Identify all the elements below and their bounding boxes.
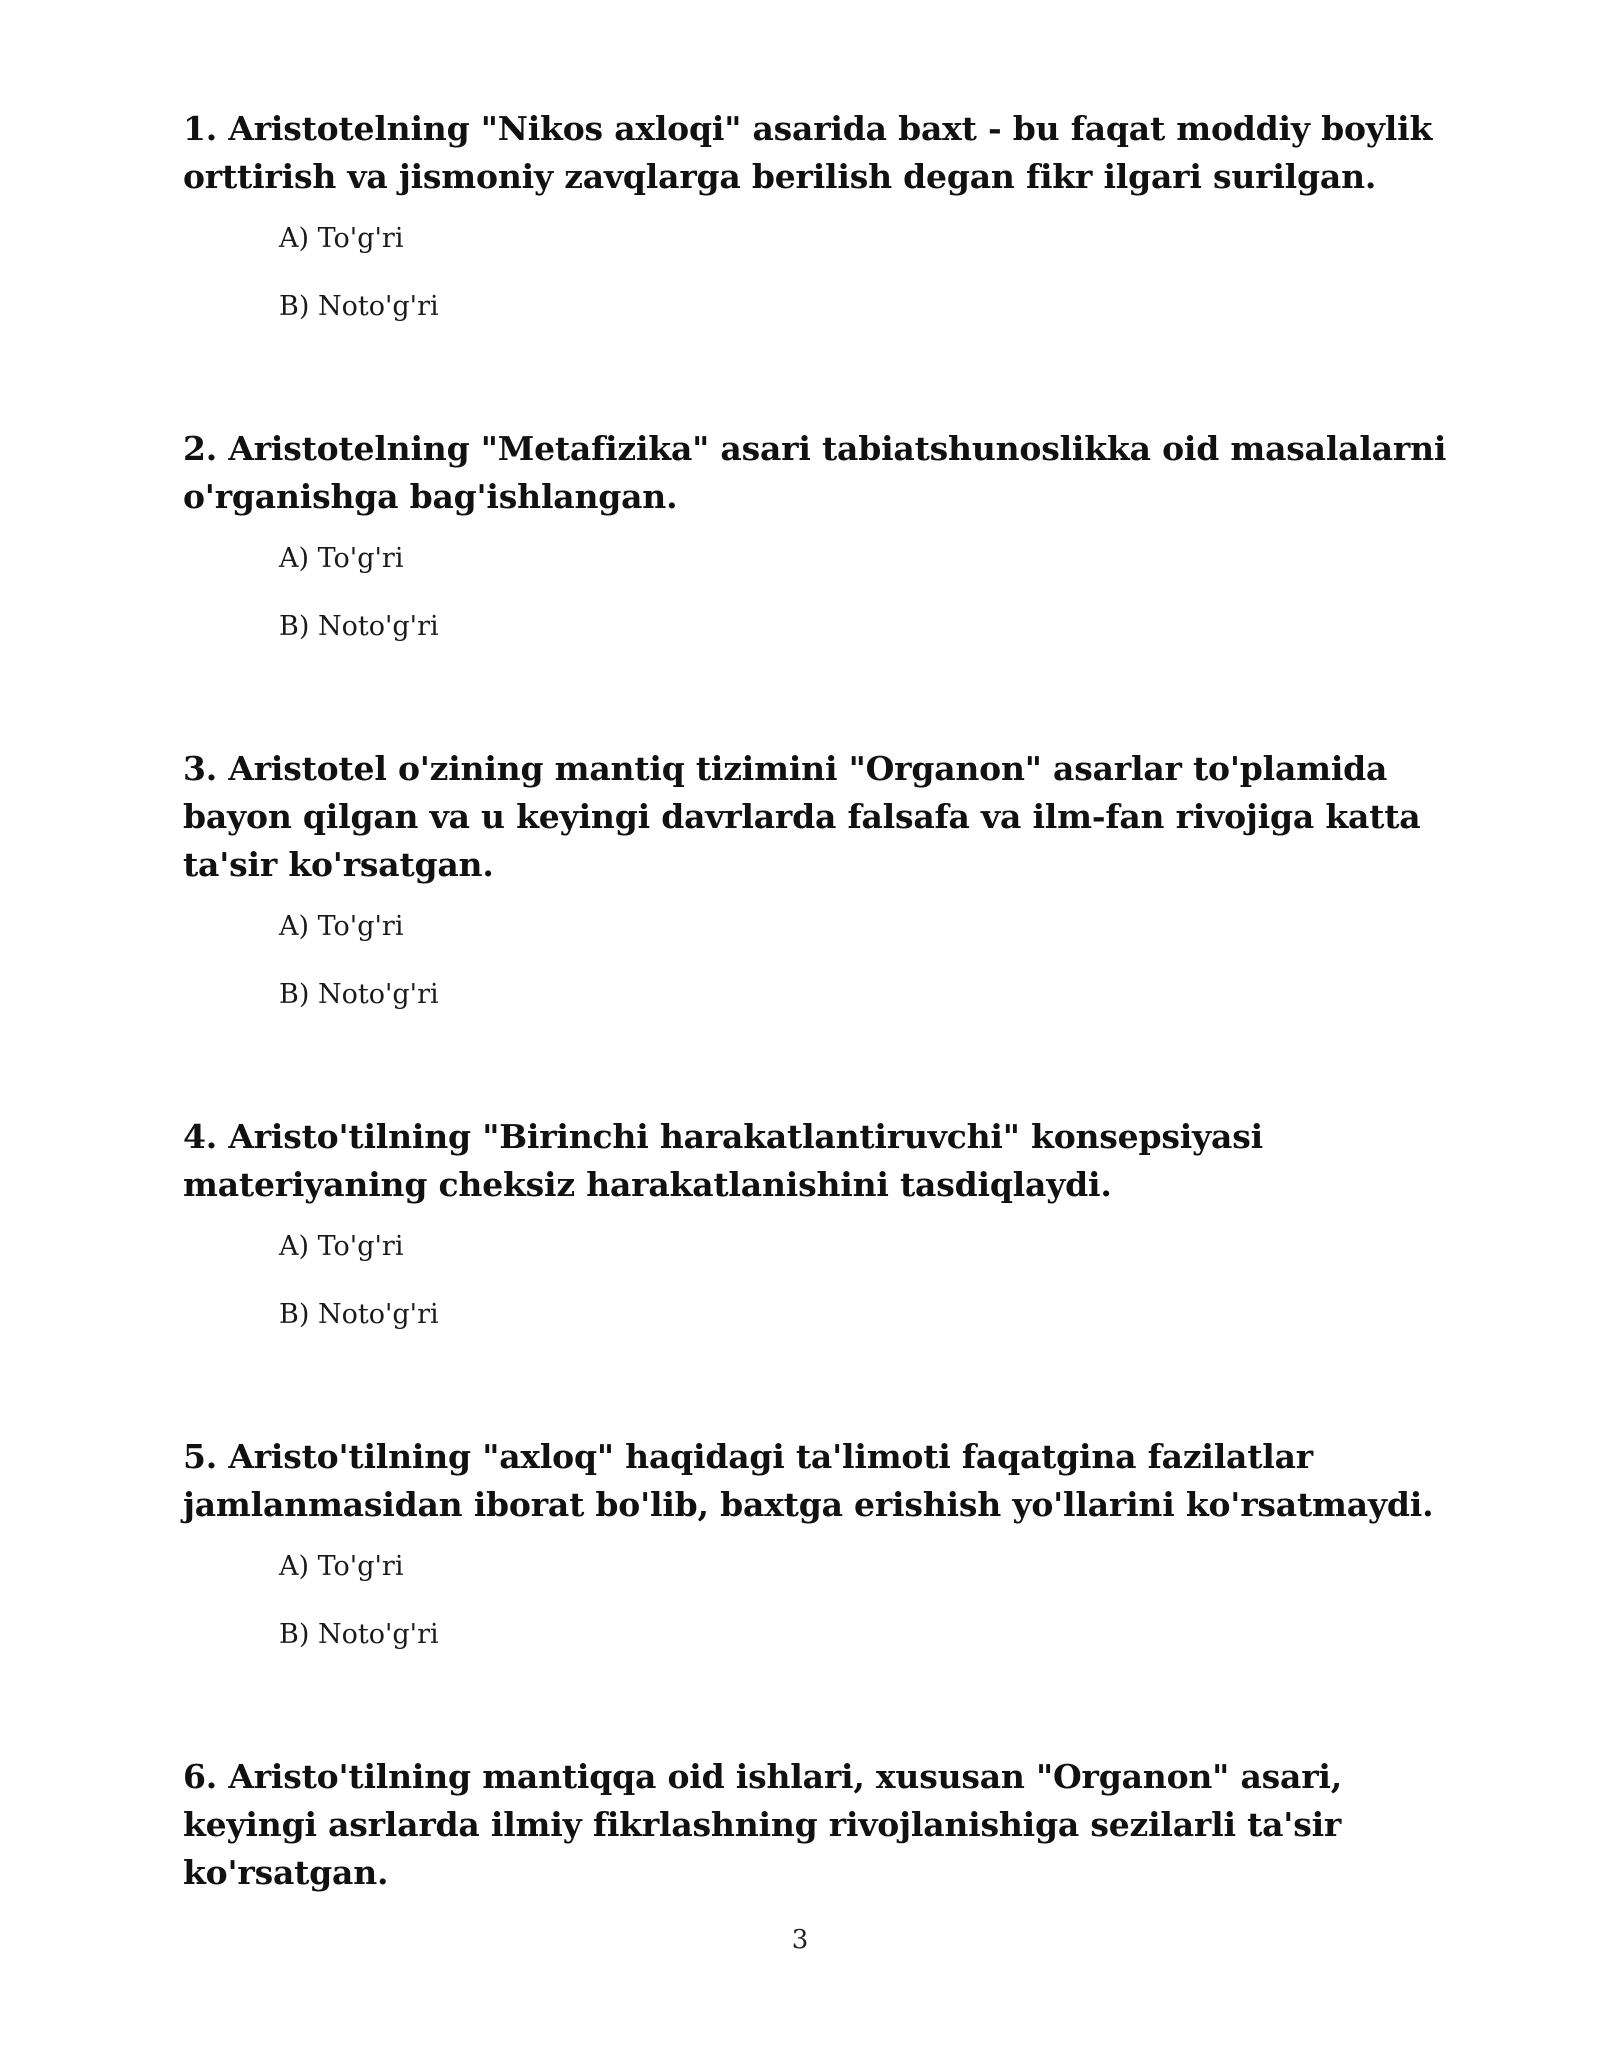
option-a: A) To'g'ri: [279, 223, 404, 254]
option-b: B) Noto'g'ri: [279, 291, 439, 322]
answer-options: [279, 539, 1473, 647]
question-list: [183, 105, 1473, 1892]
option-b: B) Noto'g'ri: [279, 1299, 439, 1330]
question-text: 5. Aristo'tilning "axloq" haqidagi ta'limoti faqatgina fazilatlar jamlanmasidan iborat bo'lib, baxtga erishish yo'llarini ko'rsatmaydi.: [183, 1437, 1434, 1524]
question-text: 4. Aristo'tilning "Birinchi harakatlantiruvchi" konsepsiyasi materiyaning cheksiz harakatlanishini tasdiqlaydi.: [183, 1117, 1263, 1204]
answer-options: [279, 1227, 1473, 1335]
question-5: [183, 1433, 1473, 1753]
question-2: [183, 425, 1473, 745]
answer-options: [279, 1547, 1473, 1655]
option-b: B) Noto'g'ri: [279, 1619, 439, 1650]
answer-options: [279, 219, 1473, 327]
question-text: 2. Aristotelning "Metafizika" asari tabiatshunoslikka oid masalalarni o'rganishga bag'ishlangan.: [183, 429, 1447, 516]
page-number: 3: [791, 1925, 809, 1955]
question-6: [183, 1753, 1473, 1892]
question-text: 1. Aristotelning "Nikos axloqi" asarida baxt - bu faqat moddiy boylik orttirish va jismoniy zavqlarga berilish degan fikr ilgari surilgan.: [183, 109, 1433, 196]
answer-options: [279, 907, 1473, 1015]
question-text: 3. Aristotel o'zining mantiq tizimini "Organon" asarlar to'plamida bayon qilgan va u keyingi davrlarda falsafa va ilm-fan rivojiga katta ta'sir ko'rsatgan.: [183, 749, 1421, 884]
option-b: B) Noto'g'ri: [279, 611, 439, 642]
option-b: B) Noto'g'ri: [279, 979, 439, 1010]
option-a: A) To'g'ri: [279, 1551, 404, 1582]
question-3: [183, 745, 1473, 1113]
option-a: A) To'g'ri: [279, 1231, 404, 1262]
option-a: A) To'g'ri: [279, 543, 404, 574]
question-text: 6. Aristo'tilning mantiqqa oid ishlari, xususan "Organon" asari, keyingi asrlarda ilmiy fikrlashning rivojlanishiga sezilarli ta'sir ko'rsatgan.: [183, 1757, 1343, 1892]
option-a: A) To'g'ri: [279, 911, 404, 942]
question-1: [183, 105, 1473, 425]
question-4: [183, 1113, 1473, 1433]
